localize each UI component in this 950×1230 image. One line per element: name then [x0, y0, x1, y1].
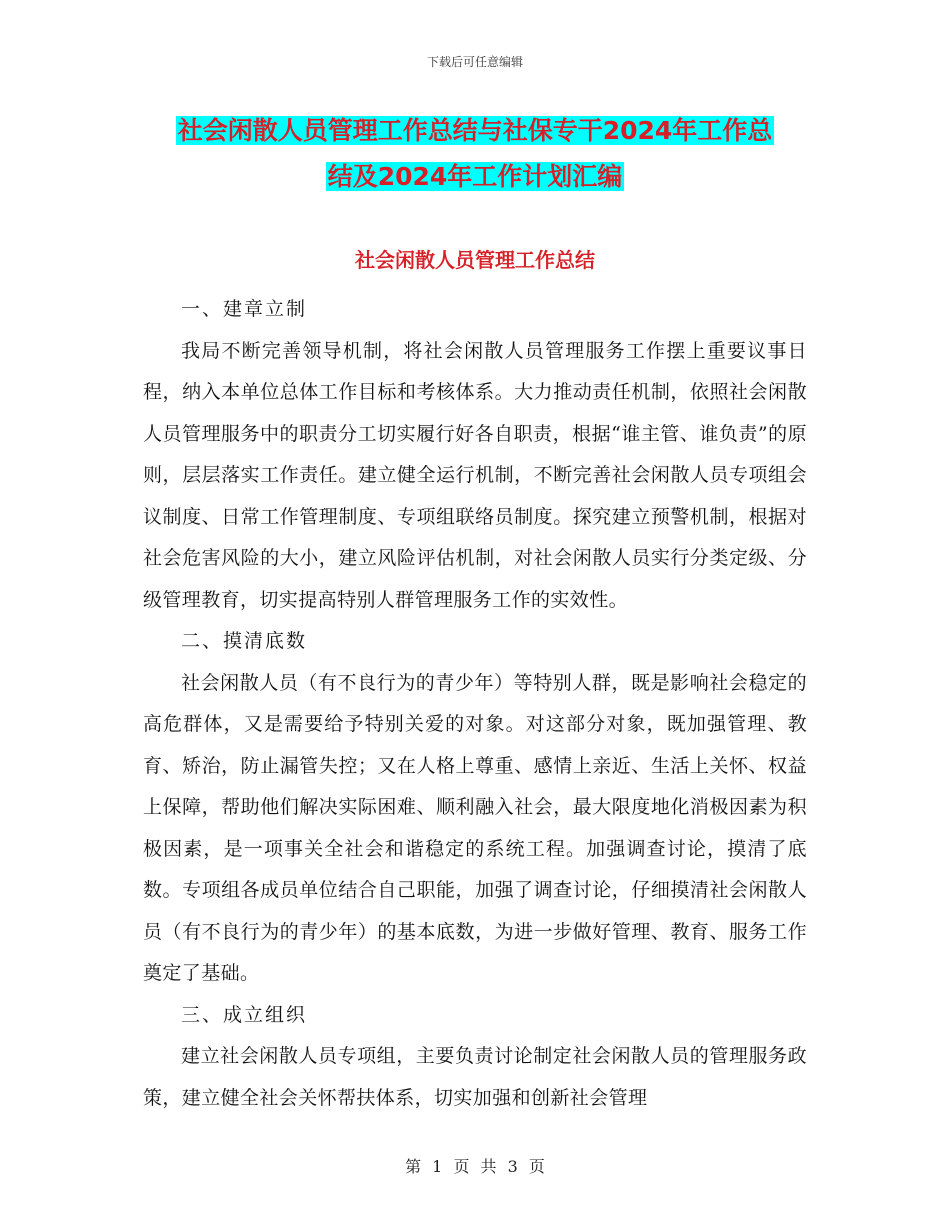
document-title-line-2	[0, 154, 950, 200]
document-title-line-1	[0, 108, 950, 154]
document-title-text-1: 社会闲散人员管理工作总结与社保专干2024年工作总	[177, 116, 773, 145]
subheading-2: 二、摸清底数	[181, 630, 308, 652]
document-body	[143, 289, 807, 1119]
paragraph-1: 我局不断完善领导机制，将社会闲散人员管理服务工作摆上重要议事日程，纳入本单位总体工作目标和考核体系。大力推动责任机制，依照社会闲散人员管理服务中的职责分工切实履行好各自职责，根据“谁主管、谁负责”的原则，层层落实工作责任。建立健全运行机制，不断完善社会闲散人员专项组会议制度、日常工作管理制度、专项组联络员制度。探究建立预警机制，根据对社会危害风险的大小，建立风险评估机制，对社会闲散人员实行分类定级、分级管理教育，切实提高特别人群管理服务工作的实效性。	[143, 339, 807, 611]
subheading-1: 一、建章立制	[181, 298, 308, 320]
page-footer: 第 1 页 共 3 页	[405, 1157, 545, 1176]
subheading-3: 三、成立组织	[181, 1003, 308, 1026]
document-title-text-2: 结及2024年工作计划汇编	[327, 162, 623, 191]
paragraph-2: 社会闲散人员（有不良行为的青少年）等特别人群，既是影响社会稳定的高危群体，又是需要给予特别关爱的对象。对这部分对象，既加强管理、教育、矫治，防止漏管失控；又在人格上尊重、感情上亲近、生活上关怀、权益上保障，帮助他们解决实际困难、顺利融入社会，最大限度地化消极因素为积极因素，是一项事关全社会和谐稳定的系统工程。加强调查讨论，摸清了底数。专项组各成员单位结合自己职能，加强了调查讨论，仔细摸清社会闲散人员（有不良行为的青少年）的基本底数，为进一步做好管理、教育、服务工作奠定了基础。	[143, 671, 807, 984]
header-note: 下载后可任意编辑	[426, 55, 523, 69]
section-title: 社会闲散人员管理工作总结	[355, 248, 595, 272]
paragraph-3: 建立社会闲散人员专项组，主要负责讨论制定社会闲散人员的管理服务政策，建立健全社会关怀帮扶体系，切实加强和创新社会管理	[143, 1045, 807, 1109]
